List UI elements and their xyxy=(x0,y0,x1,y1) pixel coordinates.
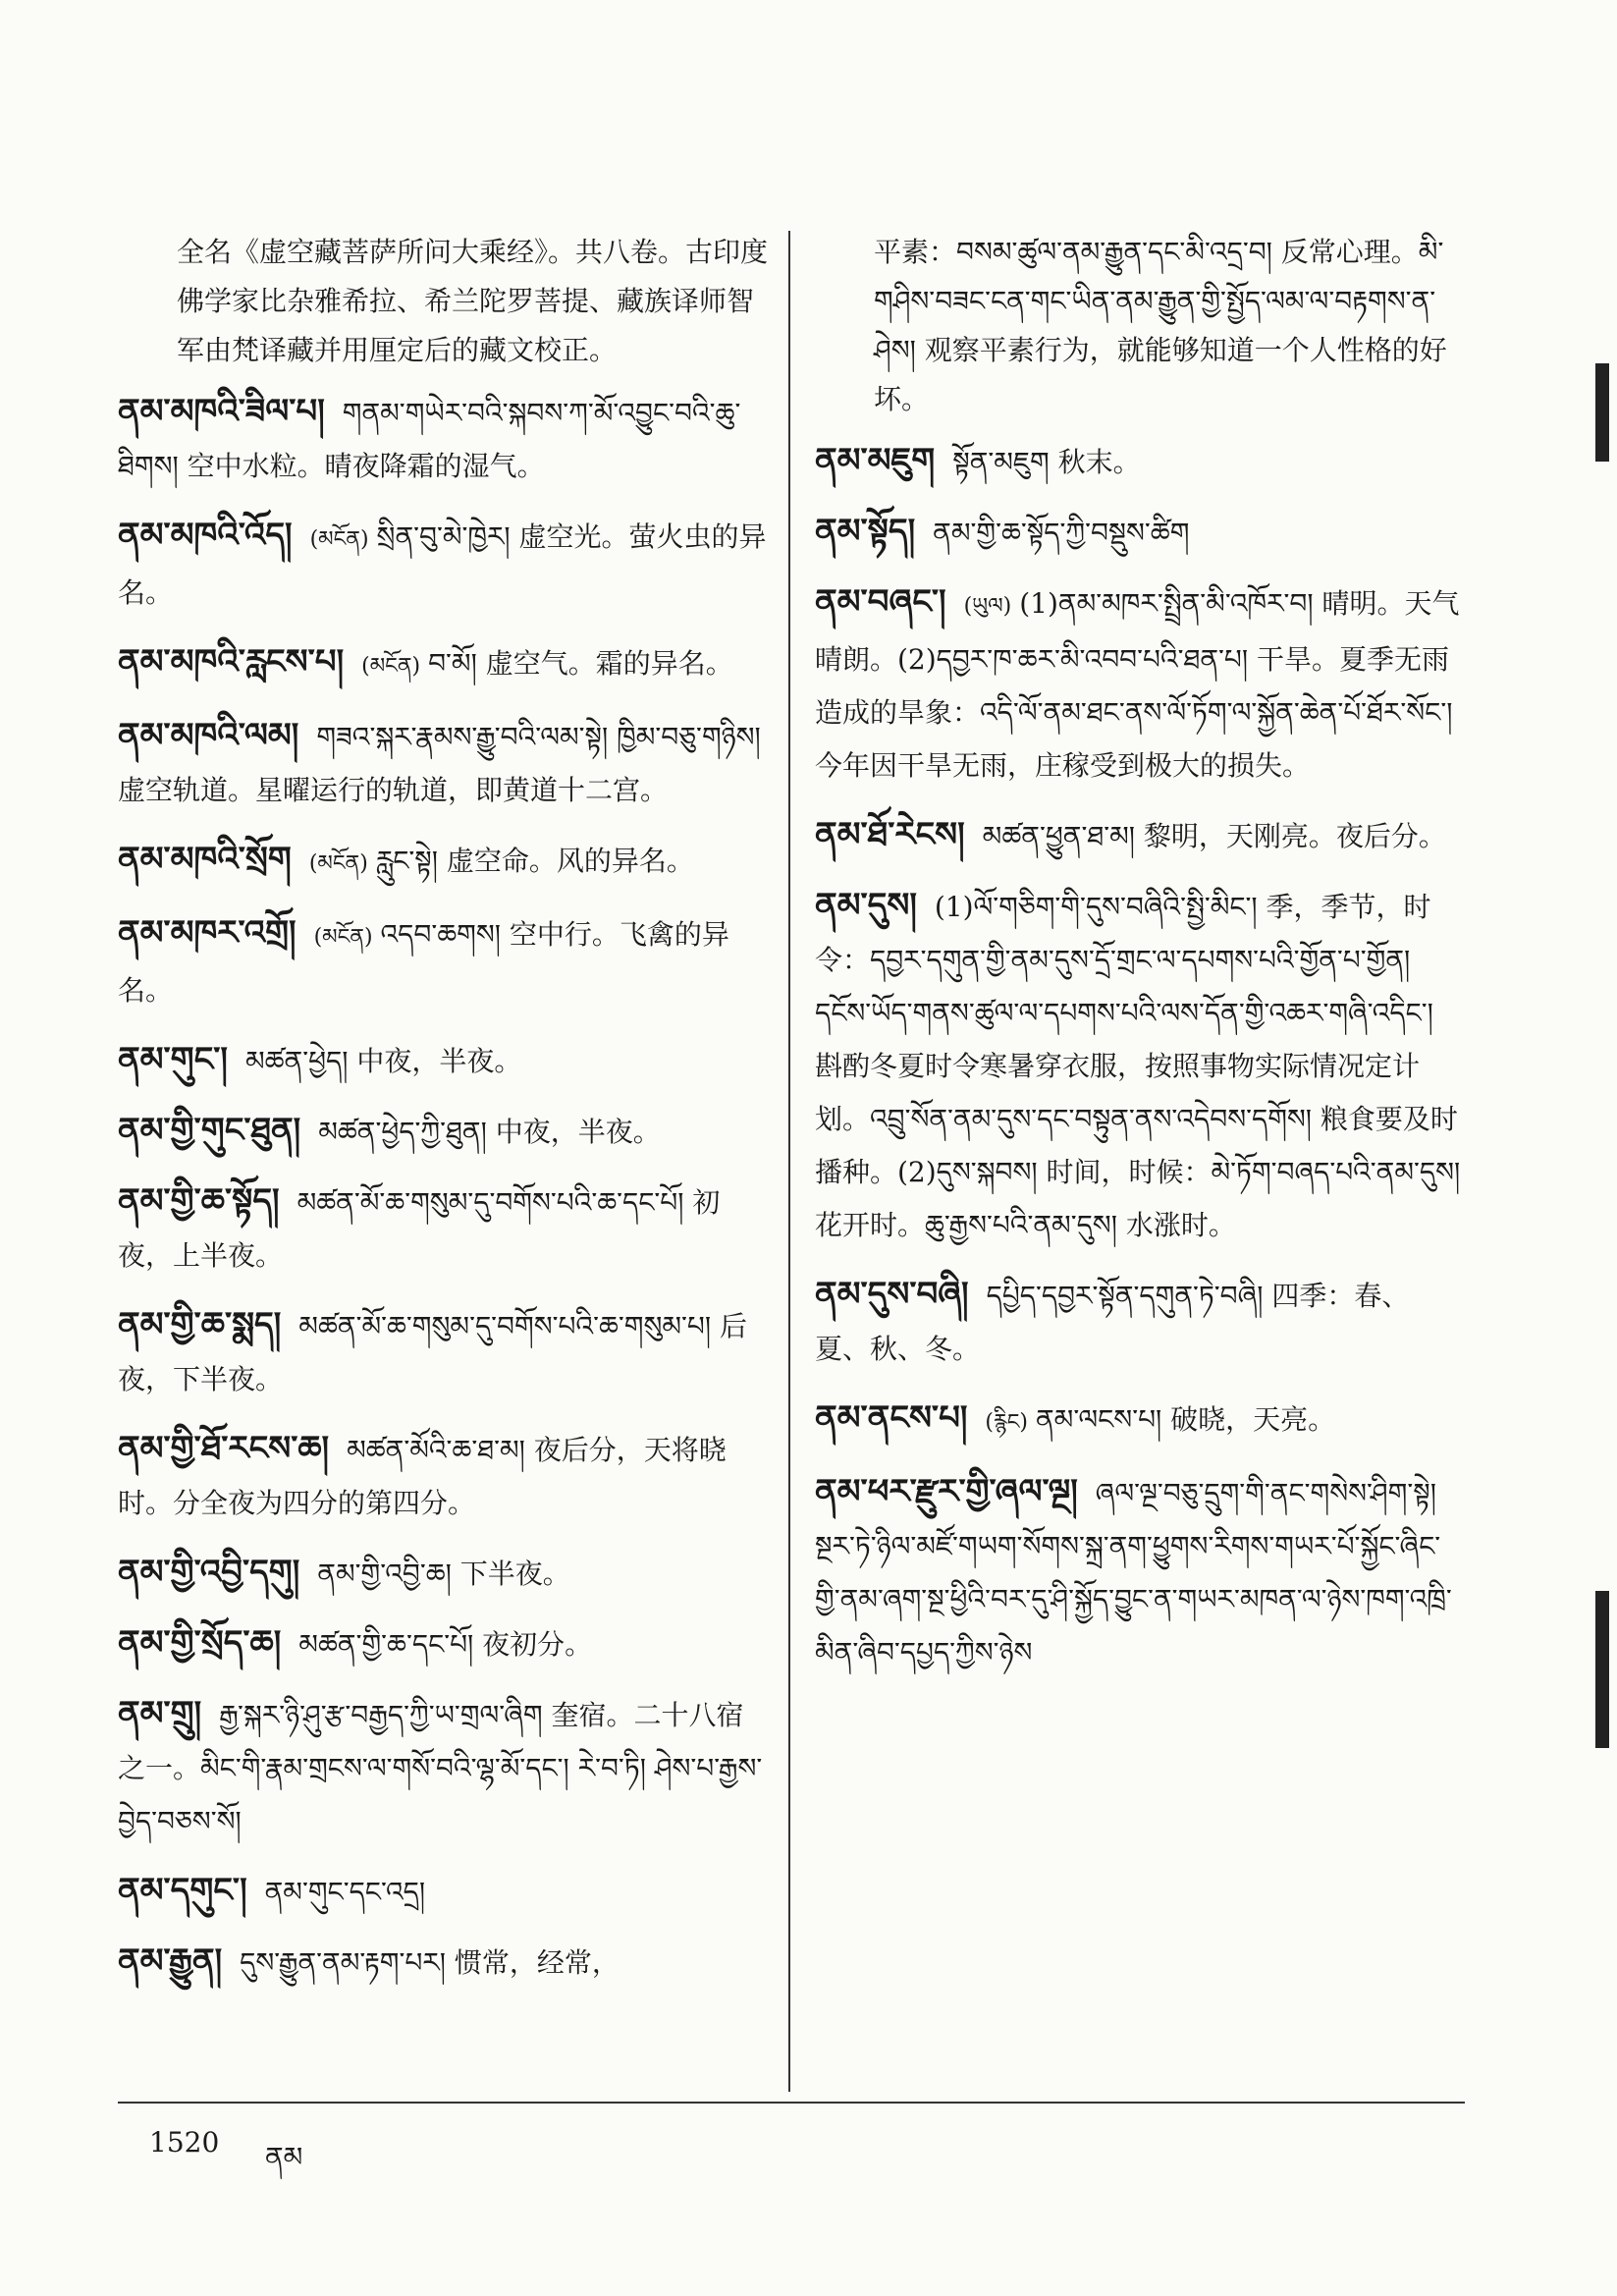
entry-headword: ནམ་མཁའི་རླངས་པ། xyxy=(118,642,345,682)
dictionary-entry xyxy=(118,385,771,493)
dictionary-entry xyxy=(118,509,771,620)
dictionary-entry xyxy=(815,879,1463,1252)
entry-definition: ནམ་ལངས་པ། 破晓，天亮。 xyxy=(1036,1403,1336,1436)
right-column xyxy=(815,228,1463,1695)
entry-headword: ནམ་མཁར་འགྲོ། xyxy=(118,913,296,953)
dictionary-entry xyxy=(815,1268,1463,1376)
dictionary-entry xyxy=(815,1392,1463,1449)
entry-headword: ནམ་ཕར་རྫུར་གྱི་ཞལ་ལྔ། xyxy=(815,1472,1078,1511)
dictionary-entry xyxy=(815,505,1463,560)
dictionary-entry xyxy=(118,1687,771,1848)
dictionary-entry xyxy=(118,1298,771,1406)
entry-definition: མཚན་མོ་ཆ་གསུམ་དུ་བགོས་པའི་ཆ་དང་པོ། 初夜，上半夜。 xyxy=(118,1186,721,1272)
right-entry-list xyxy=(815,434,1463,1679)
footer-rule xyxy=(118,2102,1465,2104)
entry-headword: ནམ་གྱི་སྲོད་ཆ། xyxy=(118,1623,282,1663)
entry-definition: འདབ་ཆགས། 空中行。飞禽的异名。 xyxy=(118,918,729,1007)
entry-headword: ནམ་མཁའི་ཟིལ་པ། xyxy=(118,392,325,431)
left-entry-list xyxy=(118,385,771,1990)
entry-definition: མཚན་གྱི་ཆ་དང་པོ། 夜初分。 xyxy=(298,1628,593,1661)
left-column xyxy=(118,228,771,2005)
entry-source-tag: (མངོན) xyxy=(309,527,369,552)
entry-definition: སྟོན་མཇུག 秋末。 xyxy=(952,446,1141,478)
running-head: ནམ xyxy=(265,2141,303,2173)
entry-definition: (1)ལོ་གཅིག་གི་དུས་བཞིའི་སྤྱི་མིང་། 季，季节，时令：དབྱར་དགུན་གྱི་ནམ་དུས་དྲོ་གྲང་ལ་དཔགས་པའི་གྱོན་པ་གྱོན། དངོས་ཡོད་གནས་ཚུལ་ལ་དཔགས་པའི་ལས་དོན་གྱི་འཆར་གཞི་འདིང་། 斟酌冬夏时令寒暑穿衣服，按照事物实际情况定计划。འབྲུ་སོན་ནམ་དུས་དང་བསྟུན་ནས་འདེབས་དགོས། 粮食要及时播种。(2)དུས་སྐབས། 时间，时候：མེ་ཏོག་བཞད་པའི་ནམ་དུས། 花开时。ཆུ་རྒྱས་པའི་ནམ་དུས། 水涨时。 xyxy=(815,891,1461,1241)
entry-source-tag: (མངོན) xyxy=(313,925,373,950)
entry-headword: ནམ་གྱི་ཐོ་རངས་ཆ། xyxy=(118,1429,330,1468)
dictionary-entry xyxy=(118,1616,771,1671)
dictionary-entry xyxy=(118,635,771,693)
entry-headword: ནམ་གུང་། xyxy=(118,1040,228,1079)
entry-headword: ནམ་མཁའི་འོད། xyxy=(118,516,293,555)
entry-source-tag: (མངོན) xyxy=(308,851,368,876)
entry-definition: མཚན་ཕྱེད་ཀྱི་ཐུན། 中夜，半夜。 xyxy=(318,1116,661,1148)
entry-definition: བ་མོ། 虚空气。霜的异名。 xyxy=(428,647,733,680)
dictionary-entry xyxy=(118,1864,771,1919)
entry-definition: ཞལ་ལྔ་བཅུ་དྲུག་གི་ནང་གསེས་ཤིག་སྟེ། སྔར་ཏེ་ཉིལ་མཛོ་གཡག་སོགས་སྐྲ་ནག་ཕྱུགས་རིགས་གཡར་པོ་སྐྱོང་ཞིང་གྱི་ནམ་ཞག་སྔ་ཕྱིའི་བར་དུ་ཤི་སྐྱོད་བྱུང་ན་གཡར་མཁན་ལ་ཉེས་ཁག་འཁྲི་མིན་ཞིབ་དཔྱད་ཀྱིས་ཉེས xyxy=(815,1477,1452,1668)
entry-headword: ནམ་དུས། xyxy=(815,886,917,925)
entry-definition: ནམ་གུང་དང་འདྲ། xyxy=(264,1876,426,1908)
entry-definition: དཔྱིད་དབྱར་སྟོན་དགུན་ཏེ་བཞི། 四季：春、夏、秋、冬。 xyxy=(815,1280,1410,1365)
entry-source-tag: (ཡུལ) xyxy=(963,594,1012,619)
dictionary-entry xyxy=(815,1465,1463,1679)
dictionary-entry xyxy=(118,833,771,891)
page-number: 1520 xyxy=(149,2126,220,2159)
entry-definition: མཚན་ཕྱུན་ཐ་མ། 黎明，天刚亮。夜后分。 xyxy=(982,820,1446,852)
column-divider xyxy=(788,231,790,2092)
entry-headword: ནམ་བཞང་། xyxy=(815,582,946,622)
entry-headword: ནམ་དགུང་། xyxy=(118,1871,247,1910)
entry-definition: རླུང་སྟེ། 虚空命。风的异名。 xyxy=(375,845,694,877)
entry-headword: ནམ་རྒྱུན། xyxy=(118,1941,223,1981)
entry-definition: གཟའ་སྐར་རྣམས་རྒྱུ་བའི་ལམ་སྟེ། ཁྱིམ་བཅུ་གཉིས། 虚空轨道。星曜运行的轨道，即黄道十二宫。 xyxy=(118,721,761,806)
dictionary-entry xyxy=(118,1033,771,1088)
dictionary-entry xyxy=(118,1935,771,1990)
entry-headword: ནམ་གྱི་གུང་ཐུན། xyxy=(118,1111,301,1150)
dictionary-entry xyxy=(118,1104,771,1159)
entry-headword: ནམ་མཁའི་ལམ། xyxy=(118,716,299,755)
edge-mark xyxy=(1595,1591,1609,1748)
entry-headword: ནམ་གྱི་འབྱི་དགུ། xyxy=(118,1553,300,1592)
entry-source-tag: (རྙིང) xyxy=(985,1410,1028,1435)
entry-source-tag: (མངོན) xyxy=(361,654,421,679)
entry-headword: ནམ་གྱི་ཆ་སྟོད། xyxy=(118,1181,280,1221)
entry-headword: ནམ་ནངས་པ། xyxy=(815,1398,968,1438)
entry-headword: ནམ་དུས་བཞི། xyxy=(815,1275,969,1314)
entry-headword: ནམ་སྟོད། xyxy=(815,512,916,551)
entry-definition: གནམ་གཡེར་བའི་སྐབས་ཀ་མོ་འབྱུང་བའི་ཆུ་ཐིགས། 空中水粒。晴夜降霜的湿气。 xyxy=(118,397,741,482)
dictionary-entry xyxy=(815,434,1463,489)
entry-definition: ནམ་གྱི་ཆ་སྟོད་ཀྱི་བསྡུས་ཚིག xyxy=(933,517,1190,549)
dictionary-entry xyxy=(815,808,1463,863)
dictionary-entry xyxy=(815,575,1463,793)
dictionary-entry xyxy=(118,1422,771,1530)
entry-definition: མཚན་མོའི་ཆ་ཐ་མ། 夜后分，天将晓时。分全夜为四分的第四分。 xyxy=(118,1434,727,1519)
entry-definition: ནམ་གྱི་འབྱི་ཆ། 下半夜。 xyxy=(317,1558,570,1590)
entry-headword: ནམ་ཐོ་རེངས། xyxy=(815,815,965,854)
entry-definition: རྒྱ་སྐར་ཉི་ཤུ་རྩ་བརྒྱད་ཀྱི་ཡ་གྲལ་ཞིག 奎宿。二十八宿之一。མིང་གི་རྣམ་གྲངས་ལ་གསོ་བའི་ལྷ་མོ་དང་། རེ་བ་ཏི། ཤེས་པ་རྒྱས་བྱེད་བཅས་སོ། xyxy=(118,1699,763,1837)
dictionary-entry xyxy=(118,906,771,1017)
entry-definition: (1)ནམ་མཁར་སྤྲིན་མི་འཁོར་བ། 晴明。天气晴朗。(2)དབྱར་ཁ་ཆར་མི་འབབ་པའི་ཐན་པ། 干旱。夏季无雨造成的旱象：འདི་ལོ་ནམ་ཐང་ནས་ལོ་ཏོག་ལ་སྐྱོན་ཆེན་པོ་ཐོར་སོང་། 今年因干旱无雨，庄稼受到极大的损失。 xyxy=(815,587,1460,782)
dictionary-entry xyxy=(118,709,771,817)
continuation-text: 平素：བསམ་ཚུལ་ནམ་རྒྱུན་དང་མི་འདྲ་བ། 反常心理。མི་གཤིས་བཟང་ངན་གང་ཡིན་ནམ་རྒྱུན་གྱི་སྤྱོད་ལམ་ལ་བརྟགས་ན་ཤེས། 观察平素行为，就能够知道一个人性格的好坏。 xyxy=(874,236,1447,415)
entry-definition: མཚན་ཕྱེད། 中夜，半夜。 xyxy=(244,1045,522,1077)
entry-headword: ནམ་མཁའི་སྲོག xyxy=(118,840,292,879)
entry-definition: སྲིན་བུ་མེ་ཁྱེར། 虚空光。萤火虫的异名。 xyxy=(118,520,767,609)
edge-mark xyxy=(1595,363,1609,462)
entry-headword: ནམ་གྲུ། xyxy=(118,1694,202,1733)
dictionary-entry xyxy=(118,1175,771,1283)
entry-definition: དུས་རྒྱུན་ནམ་རྟག་པར། 惯常，经常， xyxy=(240,1946,620,1979)
preface-text: 全名《虚空藏菩萨所问大乘经》。共八卷。古印度佛学家比杂雅希拉、希兰陀罗菩提、藏族译师智军由梵译藏并用厘定后的藏文校正。 xyxy=(177,236,769,366)
entry-headword: ནམ་མཇུག xyxy=(815,441,936,480)
dictionary-entry xyxy=(118,1546,771,1601)
entry-definition: མཚན་མོ་ཆ་གསུམ་དུ་བགོས་པའི་ཆ་གསུམ་པ། 后夜，下半夜。 xyxy=(118,1310,747,1395)
entry-headword: ནམ་གྱི་ཆ་སྨད། xyxy=(118,1305,282,1344)
